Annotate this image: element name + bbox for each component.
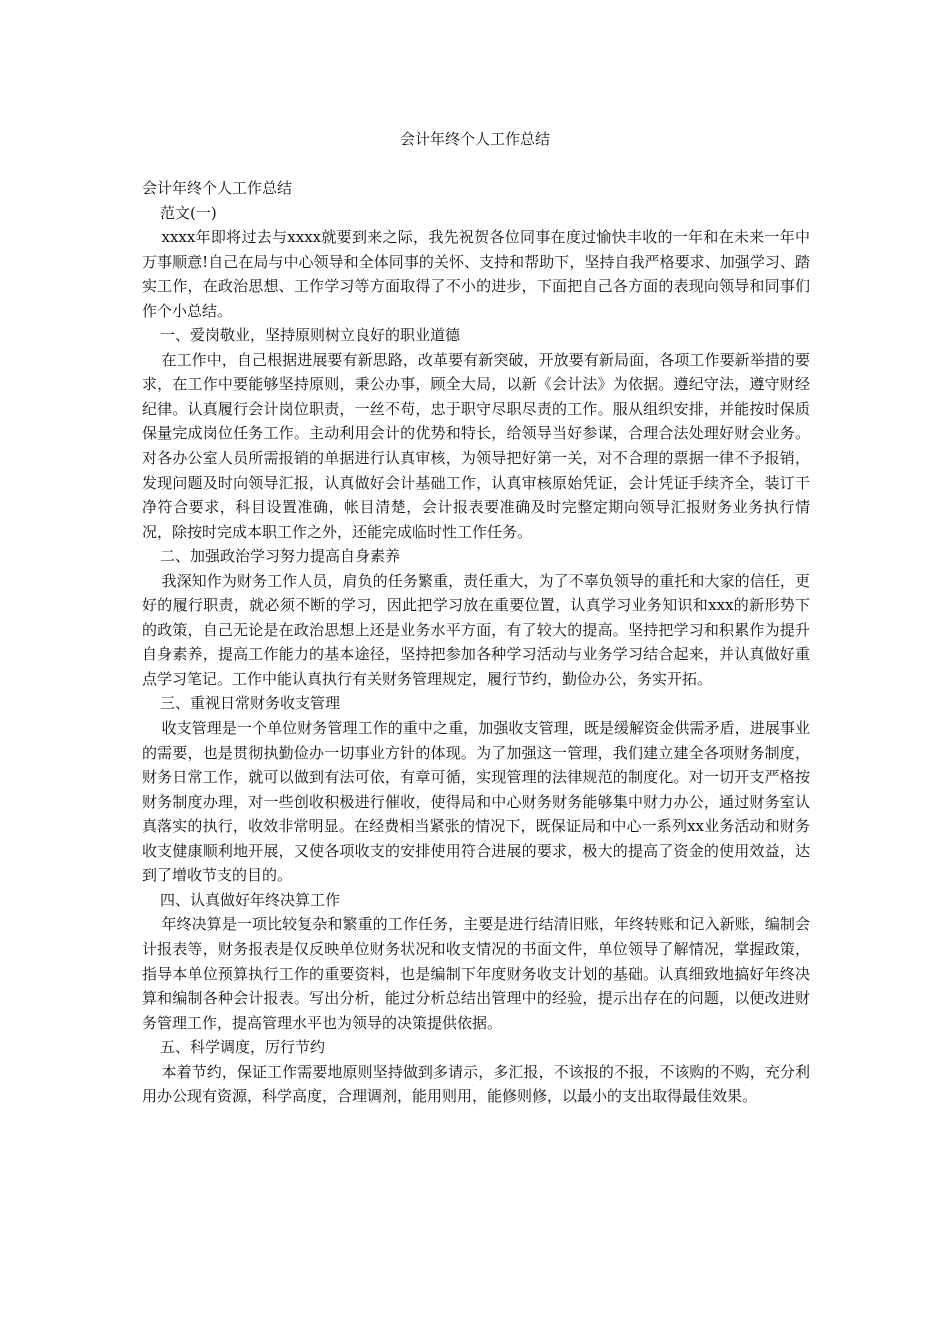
- section-heading-5: 五、科学调度，厉行节约: [160, 1038, 326, 1057]
- paragraph-section-4: 年终决算是一项比较复杂和繁重的工作任务，主要是进行结清旧账，年终转账和记入新账，编制会计报表等，财务报表是仅反映单位财务状况和收支情况的书面文件，单位领导了解情况，掌握政策，指导本单位预算执行工作的重要资料，也是编制下年度财务收支计划的基础。认真细致地搞好年终决算和编制各种会计报表。写出分析，能过分析总结出管理中的经验，提示出存在的问题，以便改进财务管理工作，提高管理水平也为领导的决策提供依据。: [142, 915, 810, 1032]
- paragraph-intro: xxxx年即将过去与xxxx就要到来之际，我先祝贺各位同事在度过愉快丰收的一年和在未来一年中万事顺意!自己在局与中心领导和全体同事的关怀、支持和帮助下，坚持自我严格要求、加强学习、踏实工作，在政治思想、工作学习等方面取得了不小的进步，下面把自己各方面的表现向领导和同事们作个小总结。: [142, 228, 810, 320]
- document-subtitle: 会计年终个人工作总结: [142, 179, 293, 197]
- section-heading-3: 三、重视日常财务收支管理: [160, 694, 341, 713]
- section-heading-4: 四、认真做好年终决算工作: [160, 890, 341, 909]
- document-body: [142, 176, 810, 1109]
- paragraph-section-2: 我深知作为财务工作人员，肩负的任务繁重，责任重大，为了不辜负领导的重托和大家的信任，更好的履行职责，就必须不断的学习，因此把学习放在重要位置，认真学习业务知识和xxx的新形势下的政策，自己无论是在政治思想上还是业务水平方面，有了较大的提高。坚持把学习和积累作为提升自身素养，提高工作能力的基本途径，坚持把参加各种学习活动与业务学习结合起来，并认真做好重点学习笔记。工作中能认真执行有关财务管理规定，履行节约，勤俭办公，务实开拓。: [142, 571, 810, 688]
- paragraph-section-1: 在工作中，自己根据进展要有新思路，改革要有新突破，开放要有新局面，各项工作要新举措的要求，在工作中要能够坚持原则，秉公办事，顾全大局，以新《会计法》为依据。遵纪守法，遵守财经纪律。认真履行会计岗位职责，一丝不苟，忠于职守尽职尽责的工作。服从组织安排，并能按时保质保量完成岗位任务工作。主动利用会计的优势和特长，给领导当好参谋，合理合法处理好财会业务。对各办公室人员所需报销的单据进行认真审核，为领导把好第一关，对不合理的票据一律不予报销，发现问题及时向领导汇报，认真做好会计基础工作，认真审核原始凭证，会计凭证手续齐全，装订干净符合要求，科目设置准确，帐目清楚，会计报表要准确及时完整定期向领导汇报财务业务执行情况，除按时完成本职工作之外，还能完成临时性工作任务。: [142, 350, 810, 541]
- paragraph-section-3: 收支管理是一个单位财务管理工作的重中之重，加强收支管理，既是缓解资金供需矛盾，进展事业的需要，也是贯彻执勤俭办一切事业方针的体现。为了加强这一管理，我们建立建全各项财务制度，财务日常工作，就可以做到有法可依，有章可循，实现管理的法律规范的制度化。对一切开支严格按财务制度办理，对一些创收积极进行催收，使得局和中心财务财务能够集中财力办公，通过财务室认真落实的执行，收效非常明显。在经费相当紧张的情况下，既保证局和中心一系列xx业务活动和财务收支健康顺利地开展，又使各项收支的安排使用符合进展的要求，极大的提高了资金的使用效益，达到了增收节支的目的。: [142, 719, 810, 885]
- sample-label: 范文(一): [160, 203, 217, 222]
- section-heading-2: 二、加强政治学习努力提高自身素养: [160, 547, 401, 566]
- document-title: 会计年终个人工作总结: [399, 130, 550, 148]
- section-heading-1: 一、爱岗敬业，坚持原则树立良好的职业道德: [160, 326, 461, 345]
- paragraph-section-5: 本着节约，保证工作需要地原则坚持做到多请示，多汇报，不该报的不报，不该购的不购，充分利用办公现有资源，科学高度，合理调剂，能用则用，能修则修，以最小的支出取得最佳效果。: [142, 1062, 810, 1106]
